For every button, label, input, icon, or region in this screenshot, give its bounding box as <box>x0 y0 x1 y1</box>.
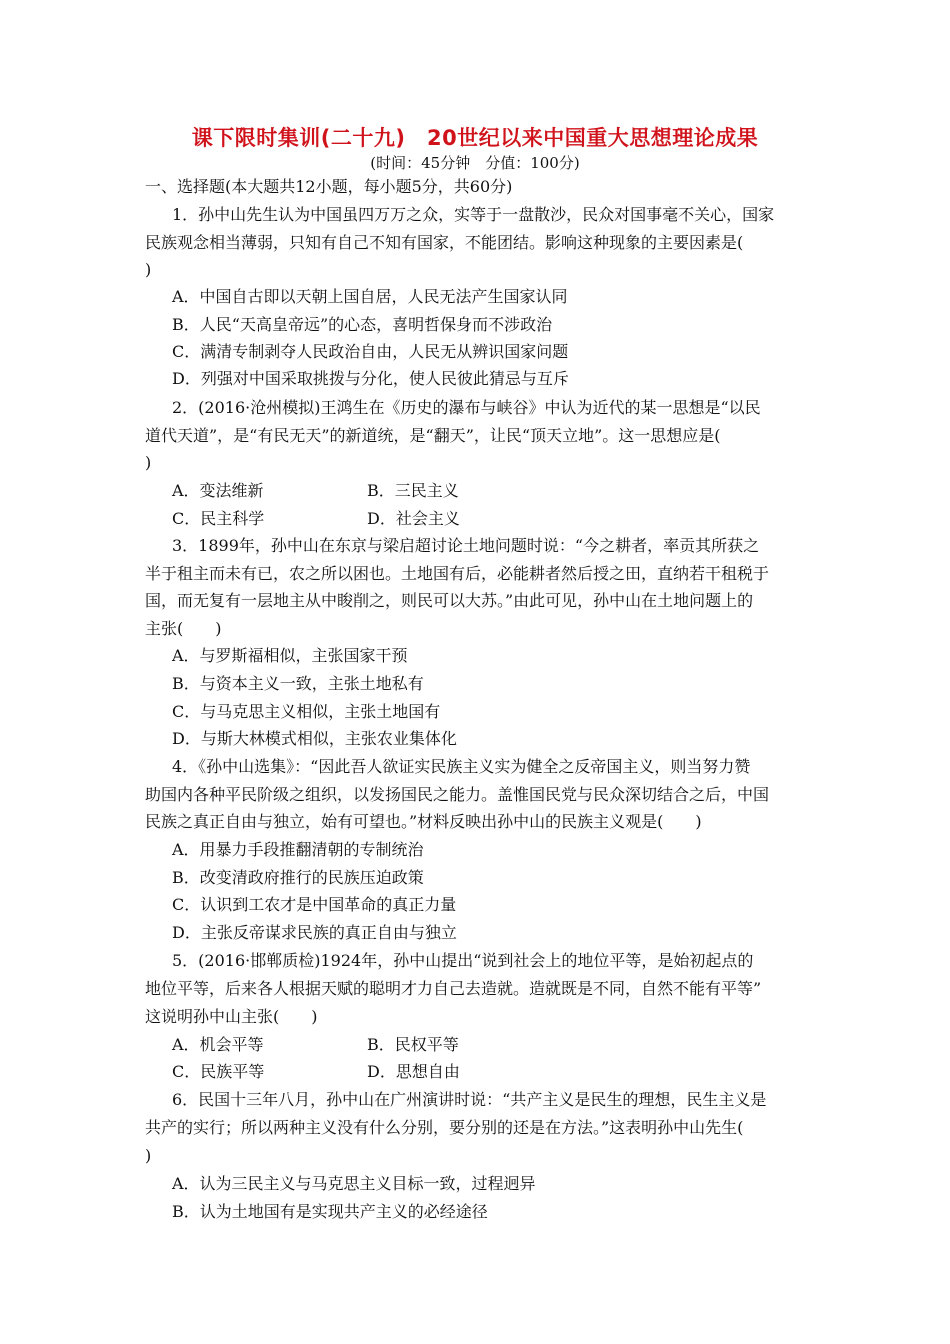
question-4-option-d: D．主张反帝谋求民族的真正自由与独立 <box>172 923 457 942</box>
question-6-line-3: ) <box>145 1146 152 1165</box>
section-heading: 一、选择题(本大题共12小题，每小题5分，共60分) <box>145 177 513 196</box>
question-2-line-1: 2．(2016·沧州模拟)王鸿生在《历史的瀑布与峡谷》中认为近代的某一思想是“以民 <box>172 398 761 417</box>
question-2-option-a: A．变法维新 <box>172 481 264 500</box>
question-4-line-2: 助国内各种平民阶级之组织，以发扬国民之能力。盖惟国民党与民众深切结合之后，中国 <box>145 785 770 804</box>
question-4-option-a: A．用暴力手段推翻清朝的专制统治 <box>172 840 424 859</box>
question-6-option-a: A．认为三民主义与马克思主义目标一致，过程迥异 <box>172 1174 536 1193</box>
question-5-option-b: B．民权平等 <box>367 1035 459 1054</box>
question-1-option-c: C．满清专制剥夺人民政治自由，人民无从辨识国家问题 <box>172 342 569 361</box>
question-6-line-1: 6．民国十三年八月，孙中山在广州演讲时说：“共产主义是民生的理想，民生主义是 <box>172 1090 767 1109</box>
question-5-line-1: 5．(2016·邯郸质检)1924年，孙中山提出“说到社会上的地位平等，是始初起点的 <box>172 951 754 970</box>
question-5-option-a: A．机会平等 <box>172 1035 264 1054</box>
question-3-line-3: 国，而无复有一层地主从中睃削之，则民可以大苏。”由此可见，孙中山在土地问题上的 <box>145 591 754 610</box>
question-1-option-a: A．中国自古即以天朝上国自居，人民无法产生国家认同 <box>172 287 568 306</box>
question-3-option-b: B．与资本主义一致，主张土地私有 <box>172 674 424 693</box>
question-4-option-c: C．认识到工农才是中国革命的真正力量 <box>172 895 457 914</box>
question-2-line-2: 道代天道”，是“有民无天”的新道统，是“翻天”，让民“顶天立地”。这一思想应是( <box>145 426 721 445</box>
question-5-line-3: 这说明孙中山主张( ) <box>145 1007 318 1026</box>
question-6-option-b: B．认为土地国有是实现共产主义的必经途径 <box>172 1202 488 1221</box>
question-3-option-c: C．与马克思主义相似，主张土地国有 <box>172 702 441 721</box>
question-2-line-3: ) <box>145 453 152 472</box>
question-1-line-2: 民族观念相当薄弱，只知有自己不知有国家，不能团结。影响这种现象的主要因素是( <box>145 233 744 252</box>
question-3-line-4: 主张( ) <box>145 619 222 638</box>
page-subtitle: (时间：45分钟 分值：100分) <box>370 154 580 172</box>
question-2-option-c: C．民主科学 <box>172 509 265 528</box>
question-4-line-3: 民族之真正自由与独立，始有可望也。”材料反映出孙中山的民族主义观是( ) <box>145 812 702 831</box>
question-5-option-c: C．民族平等 <box>172 1062 265 1081</box>
question-5-option-d: D．思想自由 <box>367 1062 460 1081</box>
question-3-line-2: 半于租主而未有已，农之所以困也。土地国有后，必能耕者然后授之田，直纳若干租税于 <box>145 564 770 583</box>
question-4-option-b: B．改变清政府推行的民族压迫政策 <box>172 868 424 887</box>
question-1-line-3: ) <box>145 260 152 279</box>
question-3-option-a: A．与罗斯福相似，主张国家干预 <box>172 646 408 665</box>
question-2-option-d: D．社会主义 <box>367 509 460 528</box>
question-6-line-2: 共产的实行；所以两种主义没有什么分别，要分别的还是在方法。”这表明孙中山先生( <box>145 1118 744 1137</box>
page-title: 课下限时集训(二十九) 20世纪以来中国重大思想理论成果 <box>191 126 759 150</box>
question-3-option-d: D．与斯大林模式相似，主张农业集体化 <box>172 729 457 748</box>
question-1-line-1: 1．孙中山先生认为中国虽四万万之众，实等于一盘散沙，民众对国事毫不关心，国家 <box>172 205 775 224</box>
question-4-line-1: 4．《孙中山选集》：“因此吾人欲证实民族主义实为健全之反帝国主义，则当努力赞 <box>172 757 751 776</box>
question-2-option-b: B．三民主义 <box>367 481 459 500</box>
question-1-option-b: B．人民“天高皇帝远”的心态，喜明哲保身而不涉政治 <box>172 315 553 334</box>
question-5-line-2: 地位平等，后来各人根据天赋的聪明才力自己去造就。造就既是不同，自然不能有平等” <box>145 979 762 998</box>
question-1-option-d: D．列强对中国采取挑拨与分化，使人民彼此猜忌与互斥 <box>172 369 569 388</box>
question-3-line-1: 3．1899年，孙中山在东京与梁启超讨论土地问题时说：“今之耕者，率贡其所获之 <box>172 536 760 555</box>
